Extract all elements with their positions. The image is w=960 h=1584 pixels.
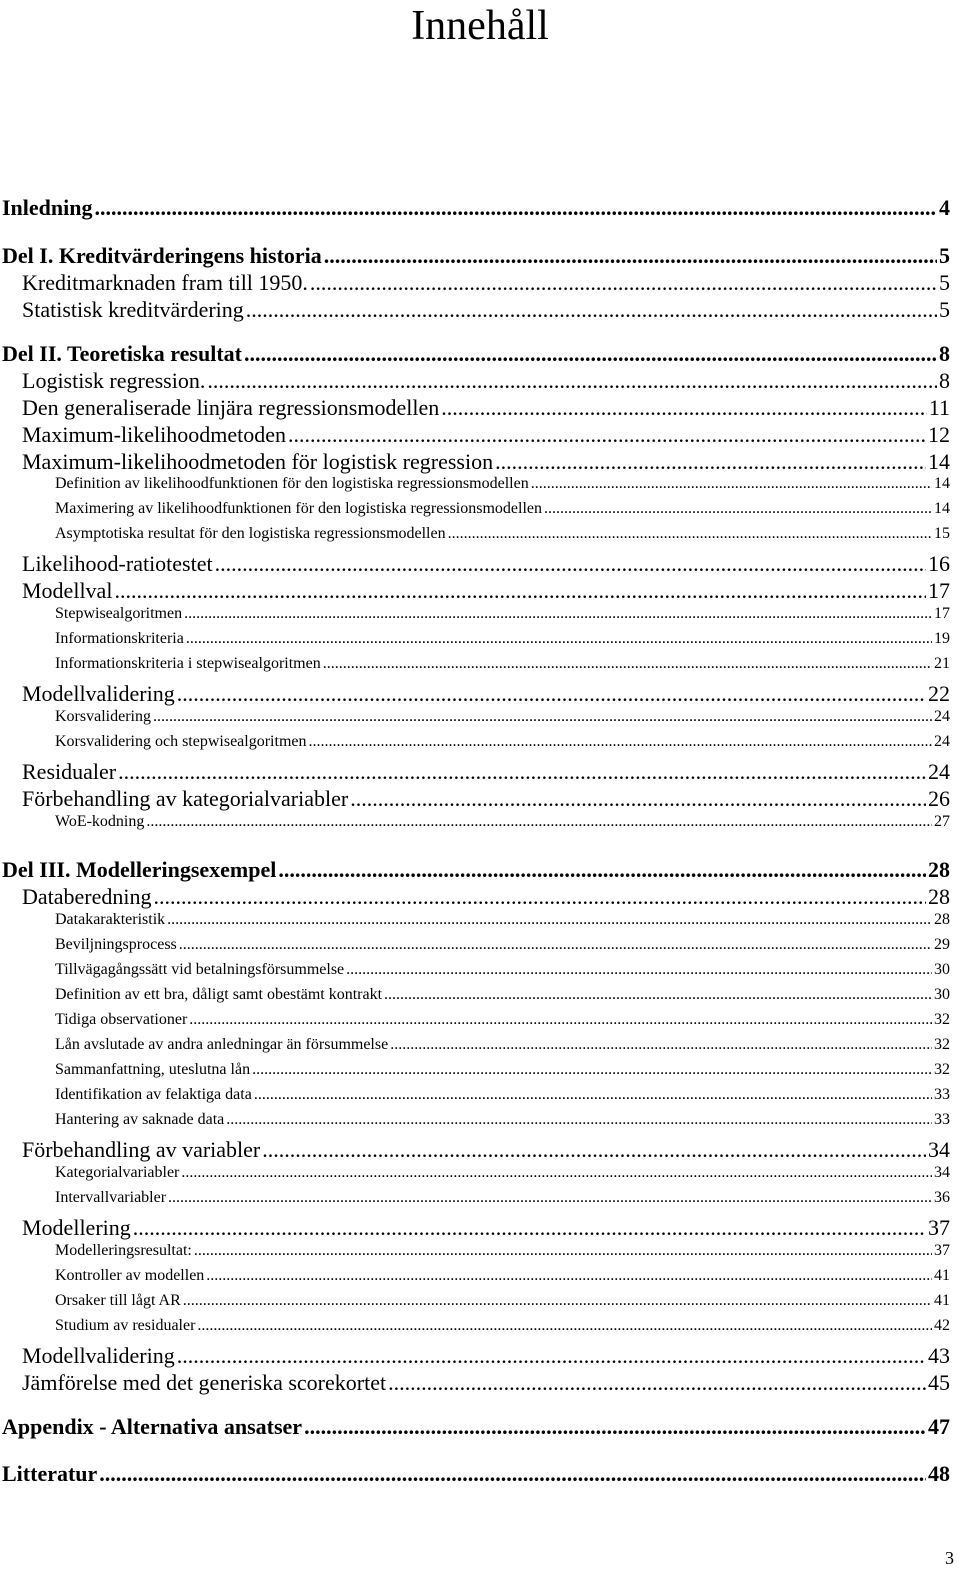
toc-entry-label: Asymptotiska resultat för den logistiska regressionsmodellen	[55, 525, 446, 542]
toc-entry[interactable]	[22, 1343, 950, 1369]
toc-entry-page: 8	[939, 341, 950, 366]
toc-entry[interactable]	[22, 449, 950, 475]
page-number: 3	[945, 1548, 954, 1568]
dot-leader	[186, 630, 932, 648]
toc-entry-page: 41	[934, 1292, 950, 1309]
dot-leader	[390, 1036, 932, 1054]
toc-entry-label: Tidiga observationer	[55, 1011, 188, 1028]
toc-entry-page: 36	[934, 1189, 950, 1206]
toc-entry[interactable]	[55, 1011, 950, 1029]
dot-leader	[215, 551, 926, 577]
toc-entry[interactable]	[2, 243, 950, 269]
dot-leader	[544, 500, 932, 518]
toc-entry-page: 21	[934, 655, 950, 672]
toc-entry-page: 17	[934, 605, 950, 622]
toc-entry-page: 33	[934, 1111, 950, 1128]
toc-entry-label: Korsvalidering	[55, 708, 151, 725]
toc-entry-page: 47	[928, 1414, 950, 1439]
toc-entry[interactable]	[55, 605, 950, 623]
toc-entry-page: 37	[934, 1242, 950, 1259]
toc-entry-label: Korsvalidering och stepwisealgoritmen	[55, 733, 307, 750]
toc-entry-page: 43	[928, 1343, 950, 1368]
toc-entry-label: Del II. Teoretiska resultat	[2, 341, 242, 366]
dot-leader	[288, 422, 926, 448]
toc-entry[interactable]	[55, 1317, 950, 1335]
dot-leader	[252, 1061, 932, 1079]
toc-entry-label: Kontroller av modellen	[55, 1267, 205, 1284]
dot-leader	[310, 270, 937, 296]
dot-leader	[495, 449, 926, 475]
toc-entry-page: 37	[928, 1215, 950, 1240]
toc-entry-label: Litteratur	[2, 1461, 98, 1486]
toc-entry-label: Orsaker till lågt AR	[55, 1292, 181, 1309]
toc-entry-label: Förbehandling av variabler	[22, 1137, 261, 1162]
toc-entry-label: Modellval	[22, 578, 113, 603]
toc-entry-label: Databeredning	[22, 884, 152, 909]
toc-entry[interactable]	[22, 759, 950, 785]
toc-entry[interactable]	[22, 395, 950, 421]
toc-entry-page: 24	[934, 708, 950, 725]
toc-entry-label: Definition av ett bra, dåligt samt obestämt kontrakt	[55, 986, 383, 1003]
toc-entry-page: 28	[928, 857, 950, 882]
toc-entry[interactable]	[22, 786, 950, 812]
toc-entry-label: Hantering av saknade data	[55, 1111, 225, 1128]
toc-entry-page: 42	[934, 1317, 950, 1334]
toc-entry-page: 5	[939, 297, 950, 322]
toc-entry[interactable]	[2, 341, 950, 367]
toc-entry-page: 22	[928, 681, 950, 706]
toc-entry-label: Definition av likelihoodfunktionen för den logistiska regressionsmodellen	[55, 475, 529, 492]
dot-leader	[99, 1461, 926, 1487]
dot-leader	[153, 708, 932, 726]
toc-entry[interactable]	[55, 708, 950, 726]
toc-entry-page: 14	[934, 475, 950, 492]
toc-entry-page: 32	[934, 1036, 950, 1053]
toc-entry-label: Modelleringsresultat:	[55, 1242, 192, 1259]
toc-entry[interactable]	[22, 1215, 950, 1241]
toc-entry[interactable]	[55, 1111, 950, 1129]
toc-entry-label: Maximering av likelihoodfunktionen för den logistiska regressionsmodellen	[55, 500, 543, 517]
toc-entry[interactable]	[22, 270, 950, 296]
toc-entry-page: 28	[928, 884, 950, 909]
toc-entry-page: 41	[934, 1267, 950, 1284]
toc-entry-label: Datakarakteristik	[55, 911, 166, 928]
toc-entry-page: 12	[928, 422, 950, 447]
toc-entry-page: 5	[939, 243, 950, 268]
dot-leader	[350, 786, 926, 812]
toc-entry[interactable]	[22, 422, 950, 448]
dot-leader	[189, 1011, 932, 1029]
toc-entry-label: Appendix - Alternativa ansatser	[2, 1414, 303, 1439]
toc-entry-page: 30	[934, 986, 950, 1003]
dot-leader	[179, 936, 932, 954]
toc-entry-label: Del I. Kreditvärderingens historia	[2, 243, 322, 268]
toc-entry-label: Modellvalidering	[22, 1343, 175, 1368]
dot-leader	[194, 1242, 932, 1260]
toc-entry-page: 19	[934, 630, 950, 647]
toc-entry-page: 24	[934, 733, 950, 750]
toc-entry-page: 28	[934, 911, 950, 928]
dot-leader	[197, 1317, 932, 1335]
dot-leader	[177, 681, 926, 707]
toc-entry-page: 17	[928, 578, 950, 603]
toc-entry-page: 24	[928, 759, 950, 784]
toc-entry-label: Informationskriteria i stepwisealgoritmen	[55, 655, 321, 672]
dot-leader	[206, 1267, 932, 1285]
toc-entry[interactable]	[22, 551, 950, 577]
toc-entry-page: 14	[928, 449, 950, 474]
toc-entry[interactable]	[2, 1461, 950, 1487]
toc-entry-label: Intervallvariabler	[55, 1189, 167, 1206]
toc-entry[interactable]	[55, 1292, 950, 1310]
toc-entry-page: 5	[939, 270, 950, 295]
toc-entry-label: Modellering	[22, 1215, 131, 1240]
toc-entry-page: 26	[928, 786, 950, 811]
dot-leader	[309, 733, 933, 751]
toc-entry[interactable]	[55, 1164, 950, 1182]
dot-leader	[244, 341, 937, 367]
page-title: Innehåll	[411, 3, 549, 49]
toc-entry[interactable]	[55, 1189, 950, 1207]
dot-leader	[384, 986, 932, 1004]
dot-leader	[246, 297, 937, 323]
dot-leader	[168, 1189, 932, 1207]
toc-entry[interactable]	[55, 1061, 950, 1079]
dot-leader	[114, 578, 926, 604]
dot-leader	[183, 1292, 932, 1310]
toc-entry[interactable]	[55, 911, 950, 929]
toc-entry-page: 33	[934, 1086, 950, 1103]
toc-entry-page: 30	[934, 961, 950, 978]
toc-entry[interactable]	[55, 475, 950, 493]
toc-entry-page: 8	[939, 368, 950, 393]
dot-leader	[441, 395, 927, 421]
toc-entry[interactable]	[55, 936, 950, 954]
toc-entry[interactable]	[22, 1370, 950, 1396]
toc-entry-label: WoE-kodning	[55, 813, 145, 830]
toc-entry[interactable]	[55, 500, 950, 518]
dot-leader	[167, 911, 932, 929]
toc-entry-label: Stepwisealgoritmen	[55, 605, 183, 622]
toc-entry-page: 11	[928, 395, 950, 420]
toc-entry-label: Kategorialvariabler	[55, 1164, 180, 1181]
dot-leader	[304, 1414, 926, 1440]
dot-leader	[184, 605, 932, 623]
toc-entry-page: 32	[934, 1011, 950, 1028]
toc-entry[interactable]	[55, 1036, 950, 1054]
toc-entry[interactable]	[22, 297, 950, 323]
toc-entry-label: Jämförelse med det generiska scorekortet	[22, 1370, 387, 1395]
toc-entry-label: Inledning	[2, 195, 93, 220]
toc-entry[interactable]	[55, 813, 950, 831]
toc-entry-label: Beviljningsprocess	[55, 936, 177, 953]
toc-entry-page: 34	[928, 1137, 950, 1162]
toc-entry-page: 14	[934, 500, 950, 517]
toc-entry[interactable]	[2, 195, 950, 221]
toc-entry[interactable]	[2, 857, 950, 883]
dot-leader	[146, 813, 932, 831]
dot-leader	[448, 525, 932, 543]
toc-entry[interactable]	[55, 1086, 950, 1104]
dot-leader	[177, 1343, 926, 1369]
dot-leader	[95, 195, 938, 221]
toc-entry-page: 4	[939, 195, 950, 220]
toc-entry-page: 27	[934, 813, 950, 830]
dot-leader	[324, 243, 937, 269]
toc-entry[interactable]	[22, 1137, 950, 1163]
toc-entry-label: Modellvalidering	[22, 681, 175, 706]
toc-entry-page: 34	[934, 1164, 950, 1181]
toc-entry-label: Förbehandling av kategorialvariabler	[22, 786, 349, 811]
dot-leader	[262, 1137, 926, 1163]
dot-leader	[278, 857, 926, 883]
toc-entry[interactable]	[55, 655, 950, 673]
toc-entry-label: Likelihood-ratiotestet	[22, 551, 213, 576]
toc-entry[interactable]	[22, 578, 950, 604]
toc-entry-label: Den generaliserade linjära regressionsmodellen	[22, 395, 440, 420]
toc-entry-label: Identifikation av felaktiga data	[55, 1086, 252, 1103]
dot-leader	[226, 1111, 932, 1129]
toc-entry-label: Kreditmarknaden fram till 1950.	[22, 270, 308, 295]
toc-entry-label: Tillvägagångssätt vid betalningsförsummelse	[55, 961, 345, 978]
toc-entry[interactable]	[55, 630, 950, 648]
dot-leader	[207, 368, 937, 394]
toc-entry[interactable]	[55, 1267, 950, 1285]
toc-entry-label: Statistisk kreditvärdering	[22, 297, 244, 322]
toc-entry-label: Maximum-likelihoodmetoden för logistisk regression	[22, 449, 494, 474]
toc-entry-label: Del III. Modelleringsexempel	[2, 857, 277, 882]
toc-entry-label: Residualer	[22, 759, 117, 784]
dot-leader	[388, 1370, 926, 1396]
toc-entry-page: 15	[934, 525, 950, 542]
toc-entry-page: 29	[934, 936, 950, 953]
toc-entry[interactable]	[55, 961, 950, 979]
toc-entry[interactable]	[22, 681, 950, 707]
dot-leader	[154, 884, 927, 910]
toc-entry[interactable]	[22, 884, 950, 910]
toc-entry[interactable]	[55, 733, 950, 751]
toc-entry-label: Lån avslutade av andra anledningar än försummelse	[55, 1036, 389, 1053]
dot-leader	[531, 475, 932, 493]
dot-leader	[346, 961, 932, 979]
toc-entry[interactable]	[22, 368, 950, 394]
toc-entry-label: Maximum-likelihoodmetoden	[22, 422, 286, 447]
toc-entry[interactable]	[55, 986, 950, 1004]
toc-entry-label: Logistisk regression.	[22, 368, 206, 393]
dot-leader	[133, 1215, 926, 1241]
toc-entry-page: 32	[934, 1061, 950, 1078]
toc-entry-page: 45	[928, 1370, 950, 1395]
toc-entry-label: Sammanfattning, uteslutna lån	[55, 1061, 251, 1078]
toc-entry-label: Informationskriteria	[55, 630, 184, 647]
dot-leader	[323, 655, 932, 673]
dot-leader	[181, 1164, 932, 1182]
toc-entry[interactable]	[2, 1414, 950, 1440]
dot-leader	[254, 1086, 932, 1104]
toc-entry-page: 48	[928, 1461, 950, 1486]
toc-entry[interactable]	[55, 1242, 950, 1260]
toc-entry-page: 16	[928, 551, 950, 576]
toc-entry-label: Studium av residualer	[55, 1317, 196, 1334]
dot-leader	[118, 759, 926, 785]
toc-entry[interactable]	[55, 525, 950, 543]
